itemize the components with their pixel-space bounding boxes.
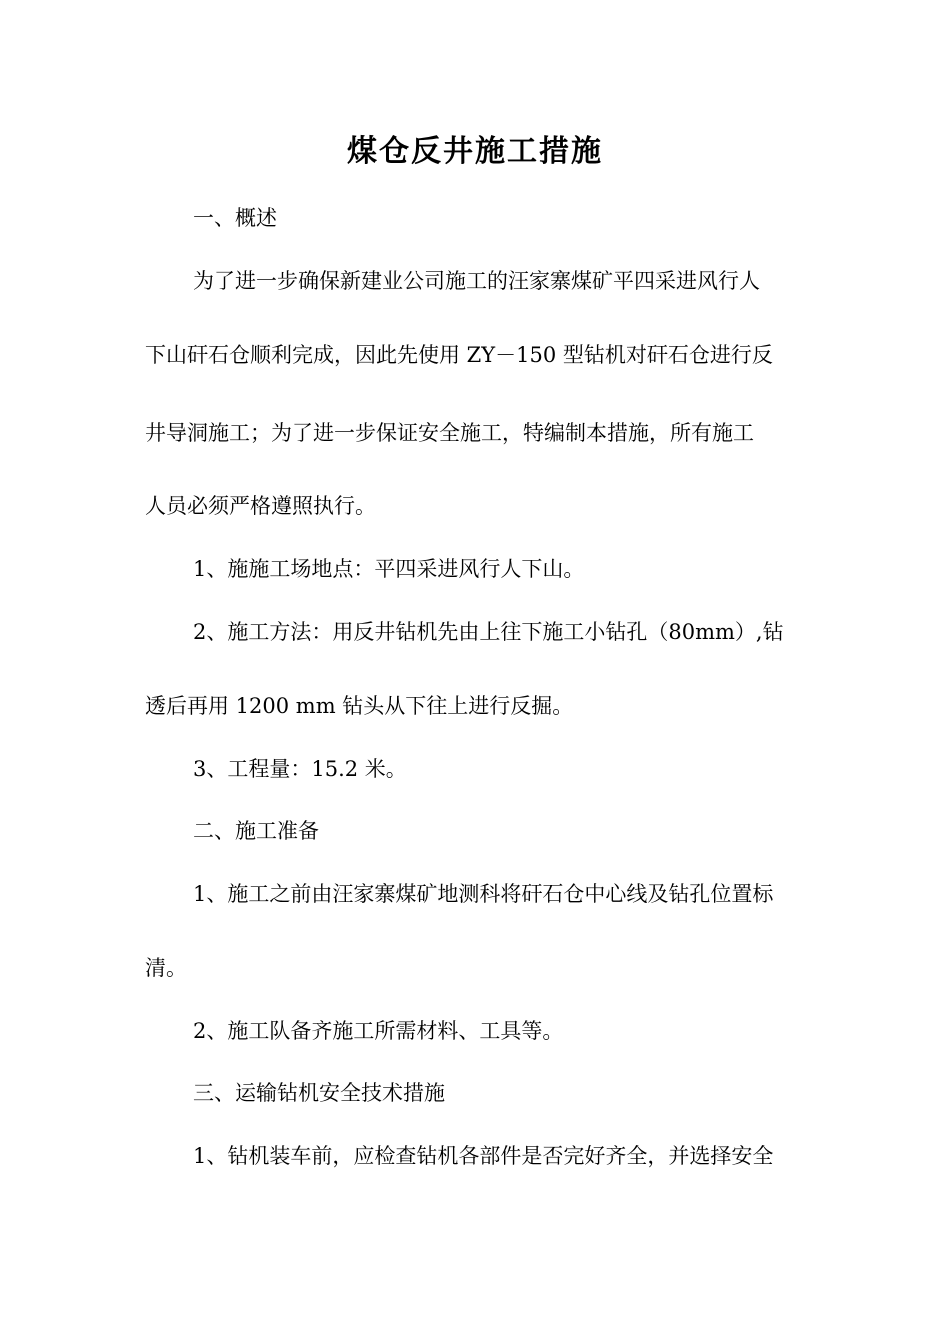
section-heading-preparation: 二、施工准备 <box>193 819 319 843</box>
list-item-survey: 1、施工之前由汪家寨煤矿地测科将矸石仓中心线及钻孔位置标 <box>193 882 774 906</box>
paragraph-line: 井导洞施工；为了进一步保证安全施工，特编制本措施，所有施工 <box>145 421 754 445</box>
list-item-loading-check: 1、钻机装车前，应检查钻机各部件是否完好齐全，并选择安全 <box>193 1144 774 1168</box>
paragraph-line: 为了进一步确保新建业公司施工的汪家寨煤矿平四采进风行人 <box>193 269 760 293</box>
paragraph-line: 人员必须严格遵照执行。 <box>145 494 376 518</box>
list-item-method-continued: 透后再用 1200 mm 钻头从下往上进行反掘。 <box>145 694 574 718</box>
section-heading-overview: 一、概述 <box>193 206 277 230</box>
section-heading-transport-safety: 三、运输钻机安全技术措施 <box>193 1081 445 1105</box>
list-item-quantity: 3、工程量：15.2 米。 <box>193 757 407 781</box>
list-item-site: 1、施施工场地点：平四采进风行人下山。 <box>193 557 585 581</box>
list-item-materials: 2、施工队备齐施工所需材料、工具等。 <box>193 1019 564 1043</box>
document-title: 煤仓反井施工措施 <box>347 134 603 169</box>
paragraph-line: 下山矸石仓顺利完成，因此先使用 ZY－150 型钻机对矸石仓进行反 <box>145 343 773 367</box>
list-item-method: 2、施工方法：用反井钻机先由上往下施工小钻孔（80mm）,钻 <box>193 620 784 644</box>
list-item-survey-continued: 清。 <box>145 956 187 980</box>
